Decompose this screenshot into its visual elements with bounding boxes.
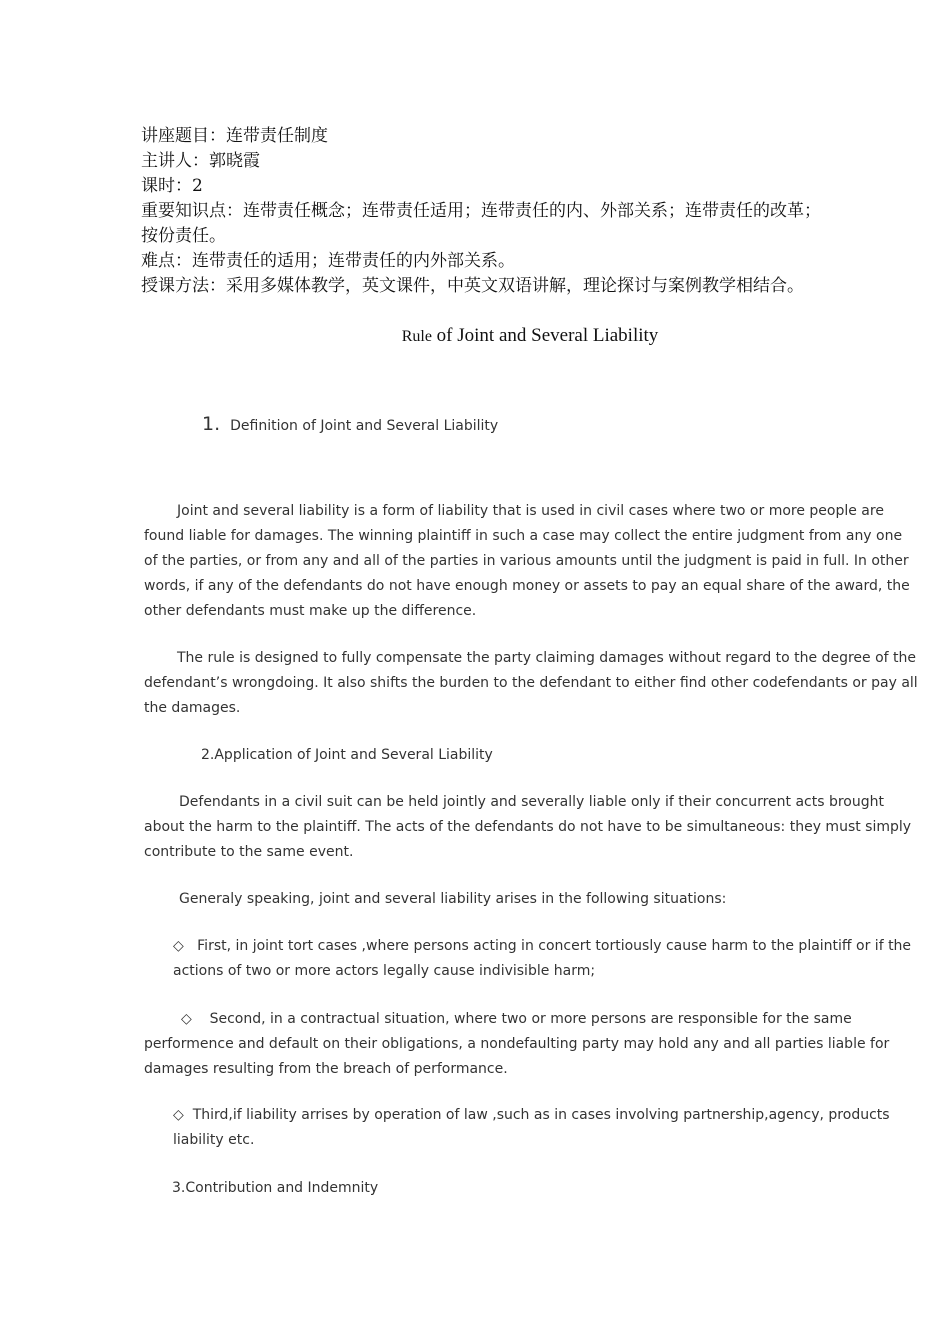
- key-points-line2: 按份责任。: [141, 226, 226, 246]
- section1-paragraph2: The rule is designed to fully compensate the party claiming damages without regard to the degree of the defendant’s wrongdoing. It also shifts the burden to the defendant to either find other codefendants or pay all the damages.: [144, 650, 918, 716]
- section2-paragraph1: Defendants in a civil suit can be held jointly and severally liable only if their concurrent acts brought about the harm to the plaintiff. The acts of the defendants do not have to be simultaneous: they must simply contribute to the same event.: [144, 794, 912, 860]
- title-word-rule: Rule: [401, 328, 432, 345]
- section1-number: 1.: [202, 413, 221, 435]
- title-rest: of Joint and Several Liability: [431, 325, 659, 346]
- lecture-speaker: 主讲人：郭晓霞: [141, 151, 260, 171]
- bullet-item-1: [173, 934, 918, 984]
- lecture-hours: 课时：2: [141, 176, 203, 196]
- diamond-bullet-icon: ◇: [181, 1011, 192, 1027]
- section3-heading: 3.Contribution and Indemnity: [172, 1180, 379, 1196]
- teaching-method: 授课方法：采用多媒体教学，英文课件，中英文双语讲解，理论探讨与案例教学相结合。: [141, 276, 804, 296]
- section2-intro: Generaly speaking, joint and several liability arises in the following situations:: [179, 891, 727, 907]
- difficulties: 难点：连带责任的适用；连带责任的内外部关系。: [141, 251, 515, 271]
- document-title: [0, 325, 950, 347]
- lecture-topic: 讲座题目：连带责任制度: [141, 126, 328, 146]
- section1-heading: [202, 413, 498, 435]
- section1-paragraph1: Joint and several liability is a form of liability that is used in civil cases where two or more people are found liable for damages. The winning plaintiff in such a case may collect the entire judgment from any one of the parties, or from any and all of the parties in various amounts until the judgment is paid in full. In other words, if any of the defendants do not have enough money or assets to pay an equal share of the award, the other defendants must make up the difference.: [144, 503, 910, 619]
- bullet-item-2: [144, 1007, 919, 1082]
- diamond-bullet-icon: ◇: [173, 938, 184, 954]
- section2-heading: 2.Application of Joint and Several Liability: [201, 747, 493, 763]
- bullet-text-2: Second, in a contractual situation, where two or more persons are responsible for the same performence and default on their obligations, a nondefaulting party may hold any and all parties liable for damages resulting from the breach of performance.: [144, 1011, 890, 1077]
- bullet-text-3: Third,if liability arrises by operation of law ,such as in cases involving partnership,agency, products liability etc.: [173, 1107, 890, 1148]
- bullet-text-1: First, in joint tort cases ,where persons acting in concert tortiously cause harm to the plaintiff or if the actions of two or more actors legally cause indivisible harm;: [173, 938, 912, 979]
- diamond-bullet-icon: ◇: [173, 1107, 184, 1123]
- key-points-line1: 重要知识点：连带责任概念；连带责任适用；连带责任的内、外部关系；连带责任的改革；: [141, 201, 821, 221]
- bullet-item-3: [173, 1103, 918, 1153]
- section1-title: Definition of Joint and Several Liability: [230, 418, 499, 434]
